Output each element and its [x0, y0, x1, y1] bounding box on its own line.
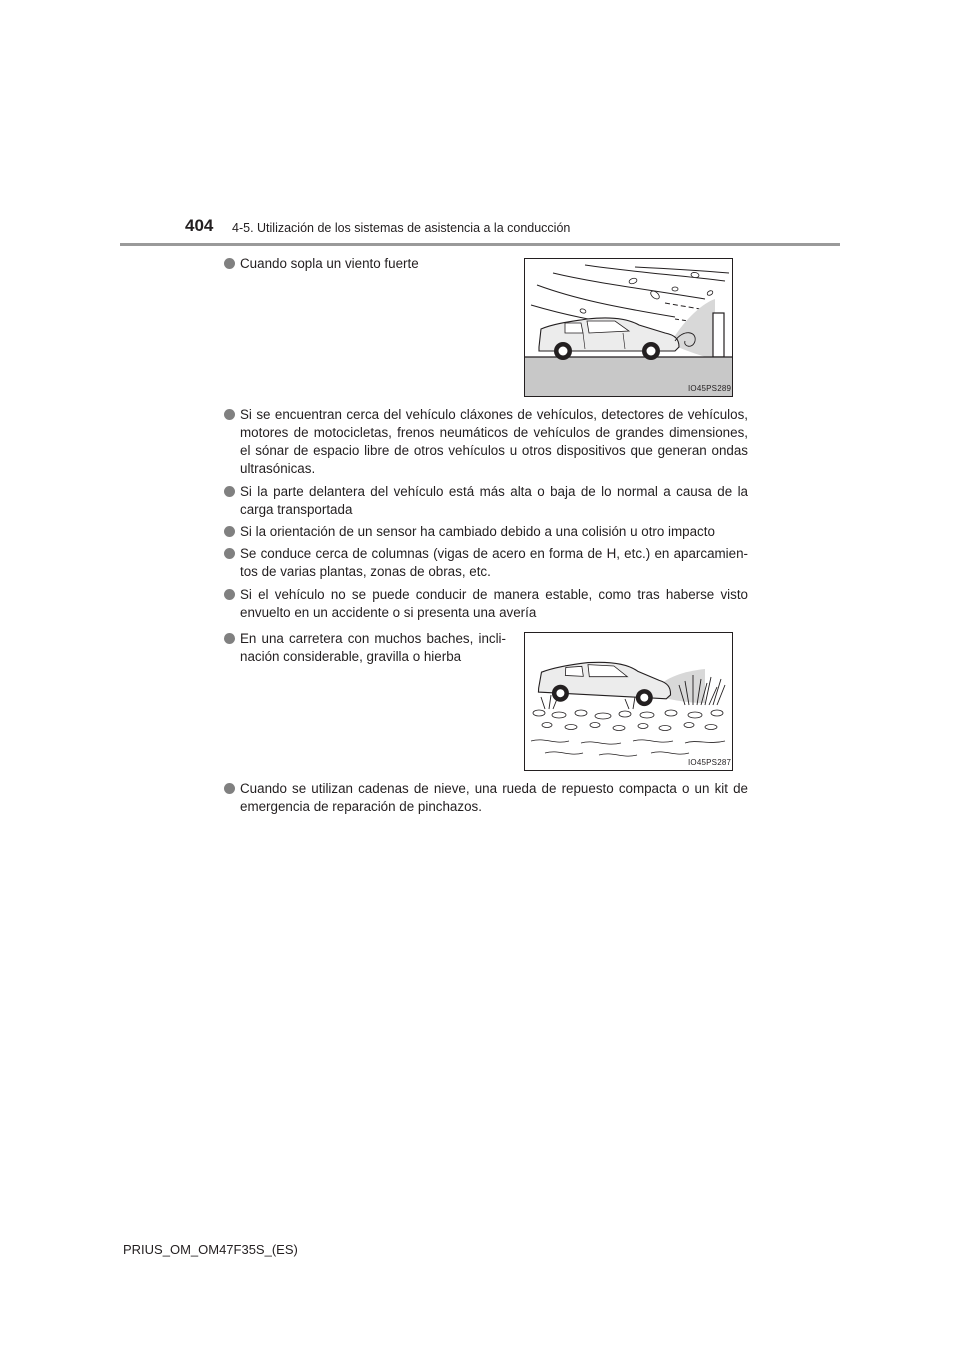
bullet-text: En una carretera con muchos baches, incli-nación considerable, gravilla o hierba	[240, 631, 506, 664]
figure-code: IO45PS287	[688, 758, 732, 767]
bullet-dot-icon	[224, 548, 235, 559]
figure-code: IO45PS289	[688, 384, 732, 393]
bullet-text: Si la parte delantera del vehículo está más alta o baja de lo normal a causa de la carga transportada	[240, 484, 748, 517]
bullet-dot-icon	[224, 409, 235, 420]
bullet-dot-icon	[224, 486, 235, 497]
bullet-item	[240, 483, 748, 519]
footer-manual-code: PRIUS_OM_OM47F35S_(ES)	[123, 1242, 298, 1257]
bullet-dot-icon	[224, 258, 235, 269]
section-title: 4-5. Utilización de los sistemas de asistencia a la conducción	[232, 221, 571, 235]
bullet-dot-icon	[224, 633, 235, 644]
bullet-text: Se conduce cerca de columnas (vigas de acero en forma de H, etc.) en aparcamien-tos de varias plantas, zonas de obras, etc.	[240, 546, 748, 579]
bullet-dot-icon	[224, 526, 235, 537]
bullet-text: Cuando se utilizan cadenas de nieve, una rueda de repuesto compacta o un kit de emergencia de reparación de pinchazos.	[240, 781, 748, 814]
bullet-text: Si se encuentran cerca del vehículo cláxones de vehículos, detectores de vehículos, motores de motocicletas, frenos neumáticos de vehículos de grandes dimensiones, el sónar de espacio libre de otros vehículos u otros dispositivos que generan ondas ultrasónicas.	[240, 407, 748, 476]
rough-road-car-illustration	[525, 633, 732, 770]
bullet-text: Si la orientación de un sensor ha cambiado debido a una colisión u otro impacto	[240, 524, 715, 539]
bullet-item	[240, 780, 748, 816]
bullet-item	[240, 586, 748, 622]
bullet-item	[240, 523, 748, 541]
page-number: 404	[185, 216, 214, 235]
bullet-item	[240, 630, 506, 666]
figure-rough-road	[524, 632, 733, 771]
bullet-item	[240, 545, 748, 581]
bullet-text: Cuando sopla un viento fuerte	[240, 256, 419, 271]
bullet-dot-icon	[224, 589, 235, 600]
bullet-text: Si el vehículo no se puede conducir de manera estable, como tras haberse visto envuelto en un accidente o si presenta una avería	[240, 587, 748, 620]
figure-wind	[524, 258, 733, 397]
bullet-item	[240, 406, 748, 478]
header-rule	[120, 243, 840, 246]
bullet-dot-icon	[224, 783, 235, 794]
wind-car-illustration	[525, 259, 732, 396]
bullet-item	[240, 255, 500, 273]
